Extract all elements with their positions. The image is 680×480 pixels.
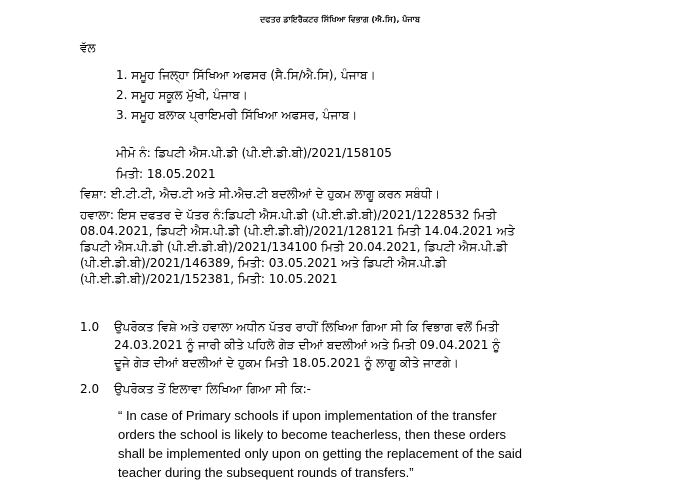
quote-line-4: teacher during the subsequent rounds of transfers.” [118,465,414,480]
addressee-item-3: 3. ਸਮੂਹ ਬਲਾਕ ਪ੍ਰਾਇਮਰੀ ਸਿੱਖਿਆ ਅਫਸਰ, ਪੰਜਾਬ। [116,108,358,122]
reference-line-3: ਡਿਪਟੀ ਐਸ.ਪੀ.ਡੀ (ਪੀ.ਈ.ਡੀ.ਬੀ)/2021/134100 ਮਿਤੀ 20.04.2021, ਡਿਪਟੀ ਐਸ.ਪੀ.ਡੀ [80,240,508,254]
subject-line: ਵਿਸ਼ਾ: ਈ.ਟੀ.ਟੀ, ਐਚ.ਟੀ ਅਤੇ ਸੀ.ਐਚ.ਟੀ ਬਦਲੀਆਂ ਦੇ ਹੁਕਮ ਲਾਗੂ ਕਰਨ ਸਬੰਧੀ। [80,187,440,201]
quote-line-2: orders the school is likely to become teacherless, then these orders [118,427,507,442]
memo-number: ਮੀਮੋ ਨੰ: ਡਿਪਟੀ ਐਸ.ਪੀ.ਡੀ (ਪੀ.ਈ.ਡੀ.ਬੀ)/2021/158105 [116,146,392,160]
addressee-label: ਵੱਲ [80,41,96,55]
addressee-item-2: 2. ਸਮੂਹ ਸਕੂਲ ਮੁੱਖੀ, ਪੰਜਾਬ। [116,88,248,102]
paragraph-1-line-1: ਉਪਰੋਕਤ ਵਿਸ਼ੇ ਅਤੇ ਹਵਾਲਾ ਅਧੀਨ ਪੱਤਰ ਰਾਹੀਂ ਲਿਖਿਆ ਗਿਆ ਸੀ ਕਿ ਵਿਭਾਗ ਵਲੋਂ ਮਿਤੀ [114,320,499,334]
addressee-item-1: 1. ਸਮੂਹ ਜਿਲ੍ਹਾ ਸਿੱਖਿਆ ਅਫਸਰ (ਸੈ.ਸਿ/ਐ.ਸਿ), ਪੰਜਾਬ। [116,68,376,82]
paragraph-2-line-1: ਉਪਰੋਕਤ ਤੋਂ ਇਲਾਵਾ ਲਿਖਿਆ ਗਿਆ ਸੀ ਕਿ:- [114,382,312,396]
paragraph-1-line-3: ਦੂਜੇ ਗੇੜ ਦੀਆਂ ਬਦਲੀਆਂ ਦੇ ਹੁਕਮ ਮਿਤੀ 18.05.2021 ਨੂੰ ਲਾਗੂ ਕੀਤੇ ਜਾਣਗੇ। [114,356,459,370]
quote-line-3: shall be implemented only upon on getting the replacement of the said [118,446,522,461]
reference-line-2: 08.04.2021, ਡਿਪਟੀ ਐਸ.ਪੀ.ਡੀ (ਪੀ.ਈ.ਡੀ.ਬੀ)/2021/128121 ਮਿਤੀ 14.04.2021 ਅਤੇ [80,224,515,238]
memo-date: ਮਿਤੀ: 18.05.2021 [116,167,216,181]
reference-line-4: (ਪੀ.ਈ.ਡੀ.ਬੀ)/2021/146389, ਮਿਤੀ: 03.05.2021 ਅਤੇ ਡਿਪਟੀ ਐਸ.ਪੀ.ਡੀ [80,256,447,270]
paragraph-1-number: 1.0 [80,320,100,334]
paragraph-1-line-2: 24.03.2021 ਨੂੰ ਜਾਰੀ ਕੀਤੇ ਪਹਿਲੇ ਗੇੜ ਦੀਆਂ ਬਦਲੀਆਂ ਅਤੇ ਮਿਤੀ 09.04.2021 ਨੂੰ [114,338,500,352]
quote-line-1: “ In case of Primary schools if upon implementation of the transfer [118,408,497,423]
reference-line-5: (ਪੀ.ਈ.ਡੀ.ਬੀ)/2021/152381, ਮਿਤੀ: 10.05.2021 [80,272,338,286]
office-title: ਦਫਤਰ ਡਾਇਰੈਕਟਰ ਸਿੱਖਿਆ ਵਿਭਾਗ (ਐ.ਸਿ), ਪੰਜਾਬ [260,15,420,24]
reference-line-1: ਹਵਾਲਾ: ਇਸ ਦਫਤਰ ਦੇ ਪੱਤਰ ਨੰ:ਡਿਪਟੀ ਐਸ.ਪੀ.ਡੀ (ਪੀ.ਈ.ਡੀ.ਬੀ)/2021/1228532 ਮਿਤੀ [80,208,497,222]
paragraph-2-number: 2.0 [80,382,100,396]
